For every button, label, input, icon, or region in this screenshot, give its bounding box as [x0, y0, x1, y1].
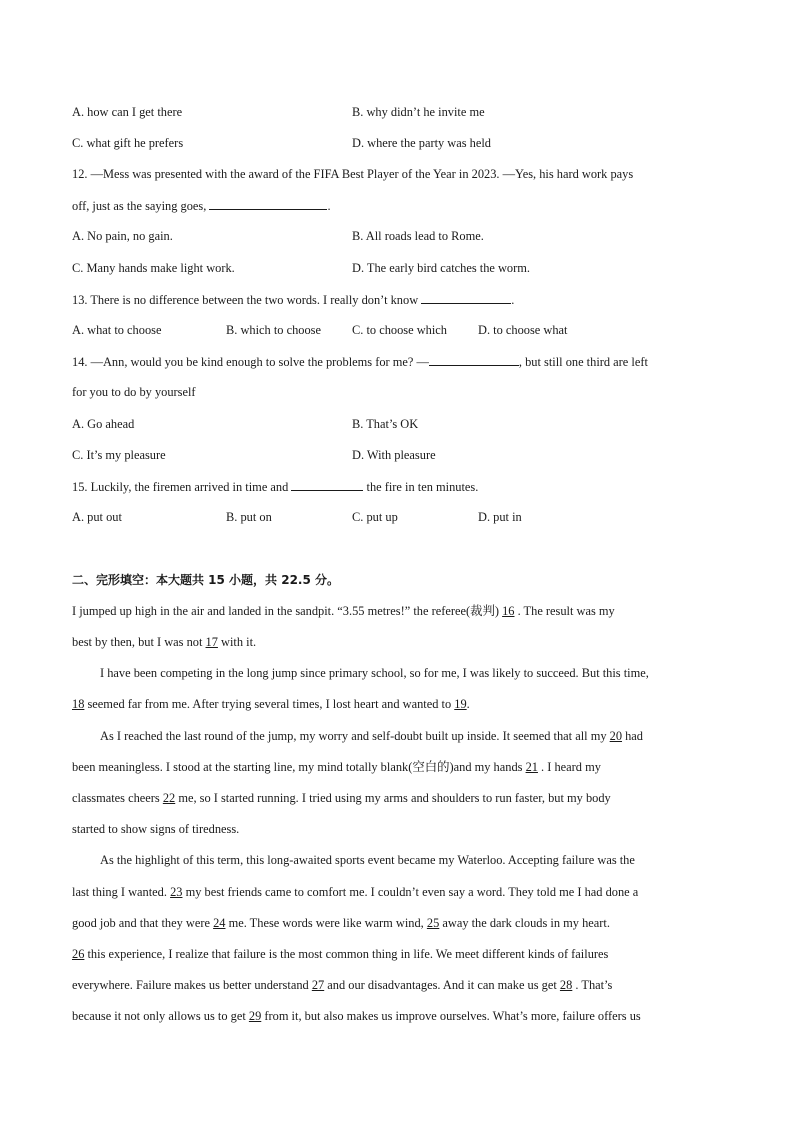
q13-option-a: A. what to choose — [72, 323, 162, 337]
blank-number-28: 28 — [559, 978, 573, 992]
blank-number-24: 24 — [213, 916, 226, 930]
passage-text: me, so I started running. I tried using my arms and shoulders to run faster, but my body — [175, 791, 611, 805]
passage-text: seemed far from me. After trying several times, I lost heart and wanted to — [84, 697, 455, 711]
q15-blank — [291, 478, 363, 491]
blank-number-21: 21 — [525, 760, 538, 774]
q14-stem-line1 — [72, 353, 648, 370]
q12-stem-line2: off, just as the saying goes, . — [72, 199, 331, 213]
passage-text: . I heard my — [537, 760, 601, 774]
passage-text: best by then, but I was not — [72, 635, 206, 649]
q15-stem-text-a: 15. Luckily, the firemen arrived in time and — [72, 480, 292, 494]
passage-p5-line3 — [72, 1008, 641, 1024]
passage-text: had — [622, 729, 644, 743]
passage-text: been meaningless. I stood at the starting line, my mind totally blank(空白的)and my hands — [72, 760, 526, 774]
passage-p4-line1: As the highlight of this term, this long-awaited sports event became my Waterloo. Accepting failure was the — [100, 853, 635, 867]
passage-text: last thing I wanted. — [72, 885, 171, 899]
q14-option-b: B. That’s OK — [352, 417, 419, 431]
passage-text: my best friends came to comfort me. I couldn’t even say a word. They told me I had done a — [182, 885, 639, 899]
q14-option-a: A. Go ahead — [72, 417, 135, 431]
passage-p1-line1 — [72, 603, 615, 619]
passage-text: . That’s — [572, 978, 613, 992]
q11-option-c: C. what gift he prefers — [72, 136, 184, 150]
passage-text: classmates cheers — [72, 791, 163, 805]
q14-option-c: C. It’s my pleasure — [72, 448, 166, 462]
passage-text: away the dark clouds in my heart. — [439, 916, 610, 930]
passage-p3-line1 — [100, 728, 643, 744]
q12-blank — [209, 197, 327, 210]
passage-text: because it not only allows us to get — [72, 1009, 249, 1023]
q15-stem-text-b: the fire in ten minutes. — [363, 480, 479, 494]
q14-stem-text-b: , but still one third are left — [518, 355, 648, 369]
passage-text: . — [466, 697, 470, 711]
q13-option-c: C. to choose which — [352, 323, 447, 337]
passage-text: I jumped up high in the air and landed in the sandpit. “3.55 metres!” the referee(裁判) — [72, 604, 503, 618]
passage-p5-line2 — [72, 977, 612, 993]
q13-option-b: B. which to choose — [226, 323, 321, 337]
section-heading: 二、完形填空：本大题共 15 小题，共 22.5 分。 — [72, 573, 340, 587]
passage-text: from it, but also makes us improve ourselves. What’s more, failure offers us — [261, 1009, 641, 1023]
passage-p5-line1 — [72, 946, 608, 962]
blank-number-25: 25 — [426, 916, 440, 930]
passage-text: and our disadvantages. And it can make us get — [324, 978, 560, 992]
passage-p2-line1: I have been competing in the long jump since primary school, so for me, I was likely to succeed. But this time, — [100, 666, 649, 680]
blank-number-22: 22 — [162, 791, 176, 805]
blank-number-16: 16 — [502, 604, 515, 618]
passage-text: everywhere. Failure makes us better understand — [72, 978, 312, 992]
q13-stem: 13. There is no difference between the two words. I really don’t know . — [72, 293, 515, 307]
blank-number-18: 18 — [72, 697, 85, 711]
passage-text: with it. — [217, 635, 257, 649]
q15-option-c: C. put up — [352, 510, 398, 524]
q12-option-c: C. Many hands make light work. — [72, 261, 235, 275]
passage-text: good job and that they were — [72, 916, 214, 930]
q14-option-d: D. With pleasure — [352, 448, 436, 462]
q12-stem-line1: 12. —Mess was presented with the award of the FIFA Best Player of the Year in 2023. —Yes, his hard work pays — [72, 167, 634, 181]
q15-option-b: B. put on — [226, 510, 272, 524]
blank-number-26: 26 — [72, 947, 85, 961]
q13-blank — [421, 291, 511, 304]
passage-p4-line3 — [72, 915, 610, 931]
passage-text: As I reached the last round of the jump, my worry and self-doubt built up inside. It seemed that all my — [100, 729, 610, 743]
q13-option-d: D. to choose what — [478, 323, 568, 337]
passage-text: me. These words were like warm wind, — [225, 916, 427, 930]
blank-number-27: 27 — [311, 978, 325, 992]
blank-number-23: 23 — [170, 885, 183, 899]
q12-option-a: A. No pain, no gain. — [72, 229, 173, 243]
blank-number-17: 17 — [205, 635, 218, 649]
passage-p3-line2 — [72, 759, 601, 775]
passage-p1-line2 — [72, 634, 256, 650]
blank-number-19: 19 — [454, 697, 467, 711]
passage-p4-line2 — [72, 884, 638, 900]
passage-p3-line4: started to show signs of tiredness. — [72, 822, 240, 836]
blank-number-20: 20 — [609, 729, 623, 743]
q11-option-b: B. why didn’t he invite me — [352, 105, 485, 119]
passage-p2-line2 — [72, 696, 470, 712]
passage-p3-line3 — [72, 790, 611, 806]
q15-stem — [72, 478, 478, 495]
q13-stem-text: 13. There is no difference between the two words. I really don’t know — [72, 293, 422, 307]
q12-option-b: B. All roads lead to Rome. — [352, 229, 484, 243]
q12-stem-text: off, just as the saying goes, — [72, 199, 210, 213]
q14-blank — [429, 353, 519, 366]
q12-option-d: D. The early bird catches the worm. — [352, 261, 530, 275]
passage-text: . The result was my — [514, 604, 615, 618]
passage-text: this experience, I realize that failure is the most common thing in life. We meet different kinds of failures — [84, 947, 609, 961]
blank-number-29: 29 — [248, 1009, 262, 1023]
q15-option-d: D. put in — [478, 510, 522, 524]
q14-stem-line2: for you to do by yourself — [72, 385, 196, 399]
q11-option-d: D. where the party was held — [352, 136, 492, 150]
q14-stem-text-a: 14. —Ann, would you be kind enough to solve the problems for me? — — [72, 355, 429, 369]
q15-option-a: A. put out — [72, 510, 122, 524]
q11-option-a: A. how can I get there — [72, 105, 183, 119]
